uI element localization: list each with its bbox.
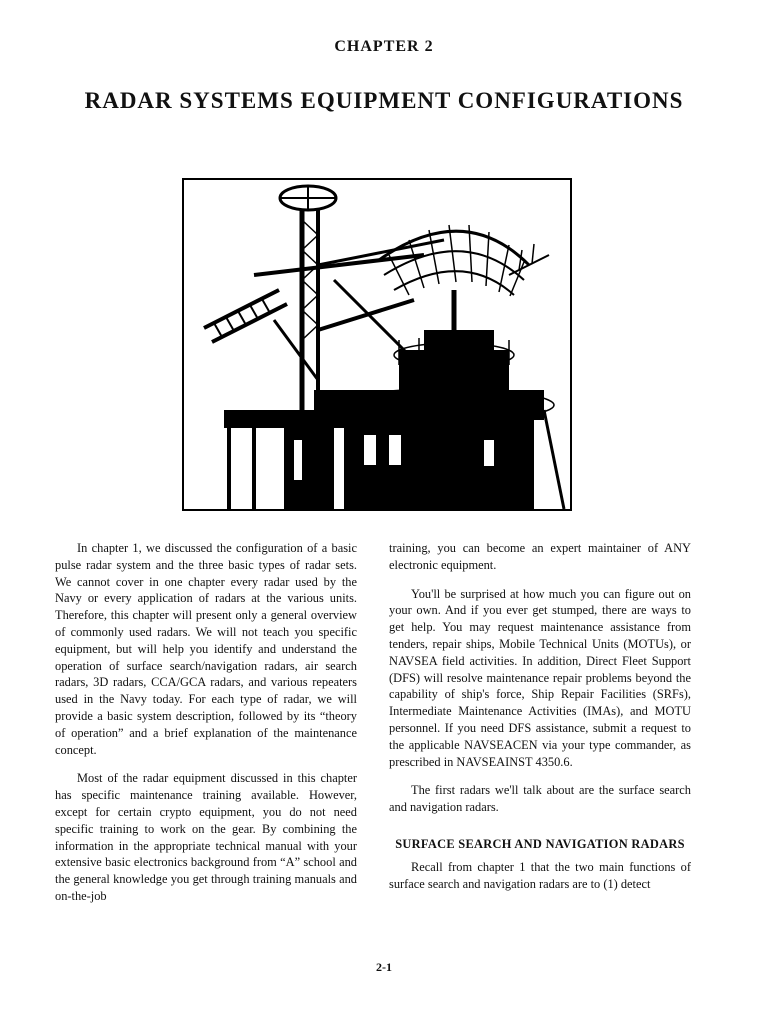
radar-mast-photo-icon xyxy=(184,180,570,509)
paragraph: In chapter 1, we discussed the configuration of a basic pulse radar system and the three basic types of radar sets. We cannot cover in one chapter every radar used by the Navy or every application of radars at the various units. Therefore, this chapter will present only a general overview of commonly used radars. We will not teach you specific equipment, but will help you identify and understand the operation of surface search/navigation radars, air search radars, 3D radars, CCA/GCA radars, and various repeaters used in the Navy today. For each type of radar, we will provide a basic system description, followed by its “theory of operation” and a brief explanation of the maintenance concept. xyxy=(55,541,357,757)
page-number: 2-1 xyxy=(376,960,392,974)
chapter-label: CHAPTER 2 xyxy=(334,38,434,55)
paragraph: training, you can become an expert maintainer of ANY electronic equipment. xyxy=(389,541,691,572)
paragraph: Most of the radar equipment discussed in this chapter has specific maintenance training available. However, except for certain crypto equipment, you do not need specific training to work on the gear. By combining the information in the appropriate technical manual with your extensive basic electronics background from “A” school and the general knowledge you get through training manuals and on-the-job xyxy=(55,771,357,903)
paragraph: Recall from chapter 1 that the two main functions of surface search and navigation radars are to (1) detect xyxy=(389,859,691,891)
right-column xyxy=(389,540,691,904)
page-title: RADAR SYSTEMS EQUIPMENT CONFIGURATIONS xyxy=(84,88,684,113)
paragraph: You'll be surprised at how much you can figure out on your own. And if you ever get stumped, there are ways to get help. You may request maintenance assistance from tenders, repair ships, Mobile Technical Units (MOTUs), or NAVSEA field activities. In addition, Direct Fleet Support (DFS) will resolve maintenance repair problems beyond the capability of ship's force, Ship Repair Facilities (SRFs), Intermediate Maintenance Activities (IMAs), and MOTU personnel. If you need DFS assistance, submit a request to the applicable NAVSEACEN via your type commander, as prescribed in NAVSEAINST 4350.6. xyxy=(389,586,691,769)
paragraph: The first radars we'll talk about are the surface search and navigation radars. xyxy=(389,783,691,815)
radar-mast-figure xyxy=(182,178,572,511)
left-column xyxy=(55,540,357,917)
section-heading: SURFACE SEARCH AND NAVIGATION RADARS xyxy=(395,836,685,851)
